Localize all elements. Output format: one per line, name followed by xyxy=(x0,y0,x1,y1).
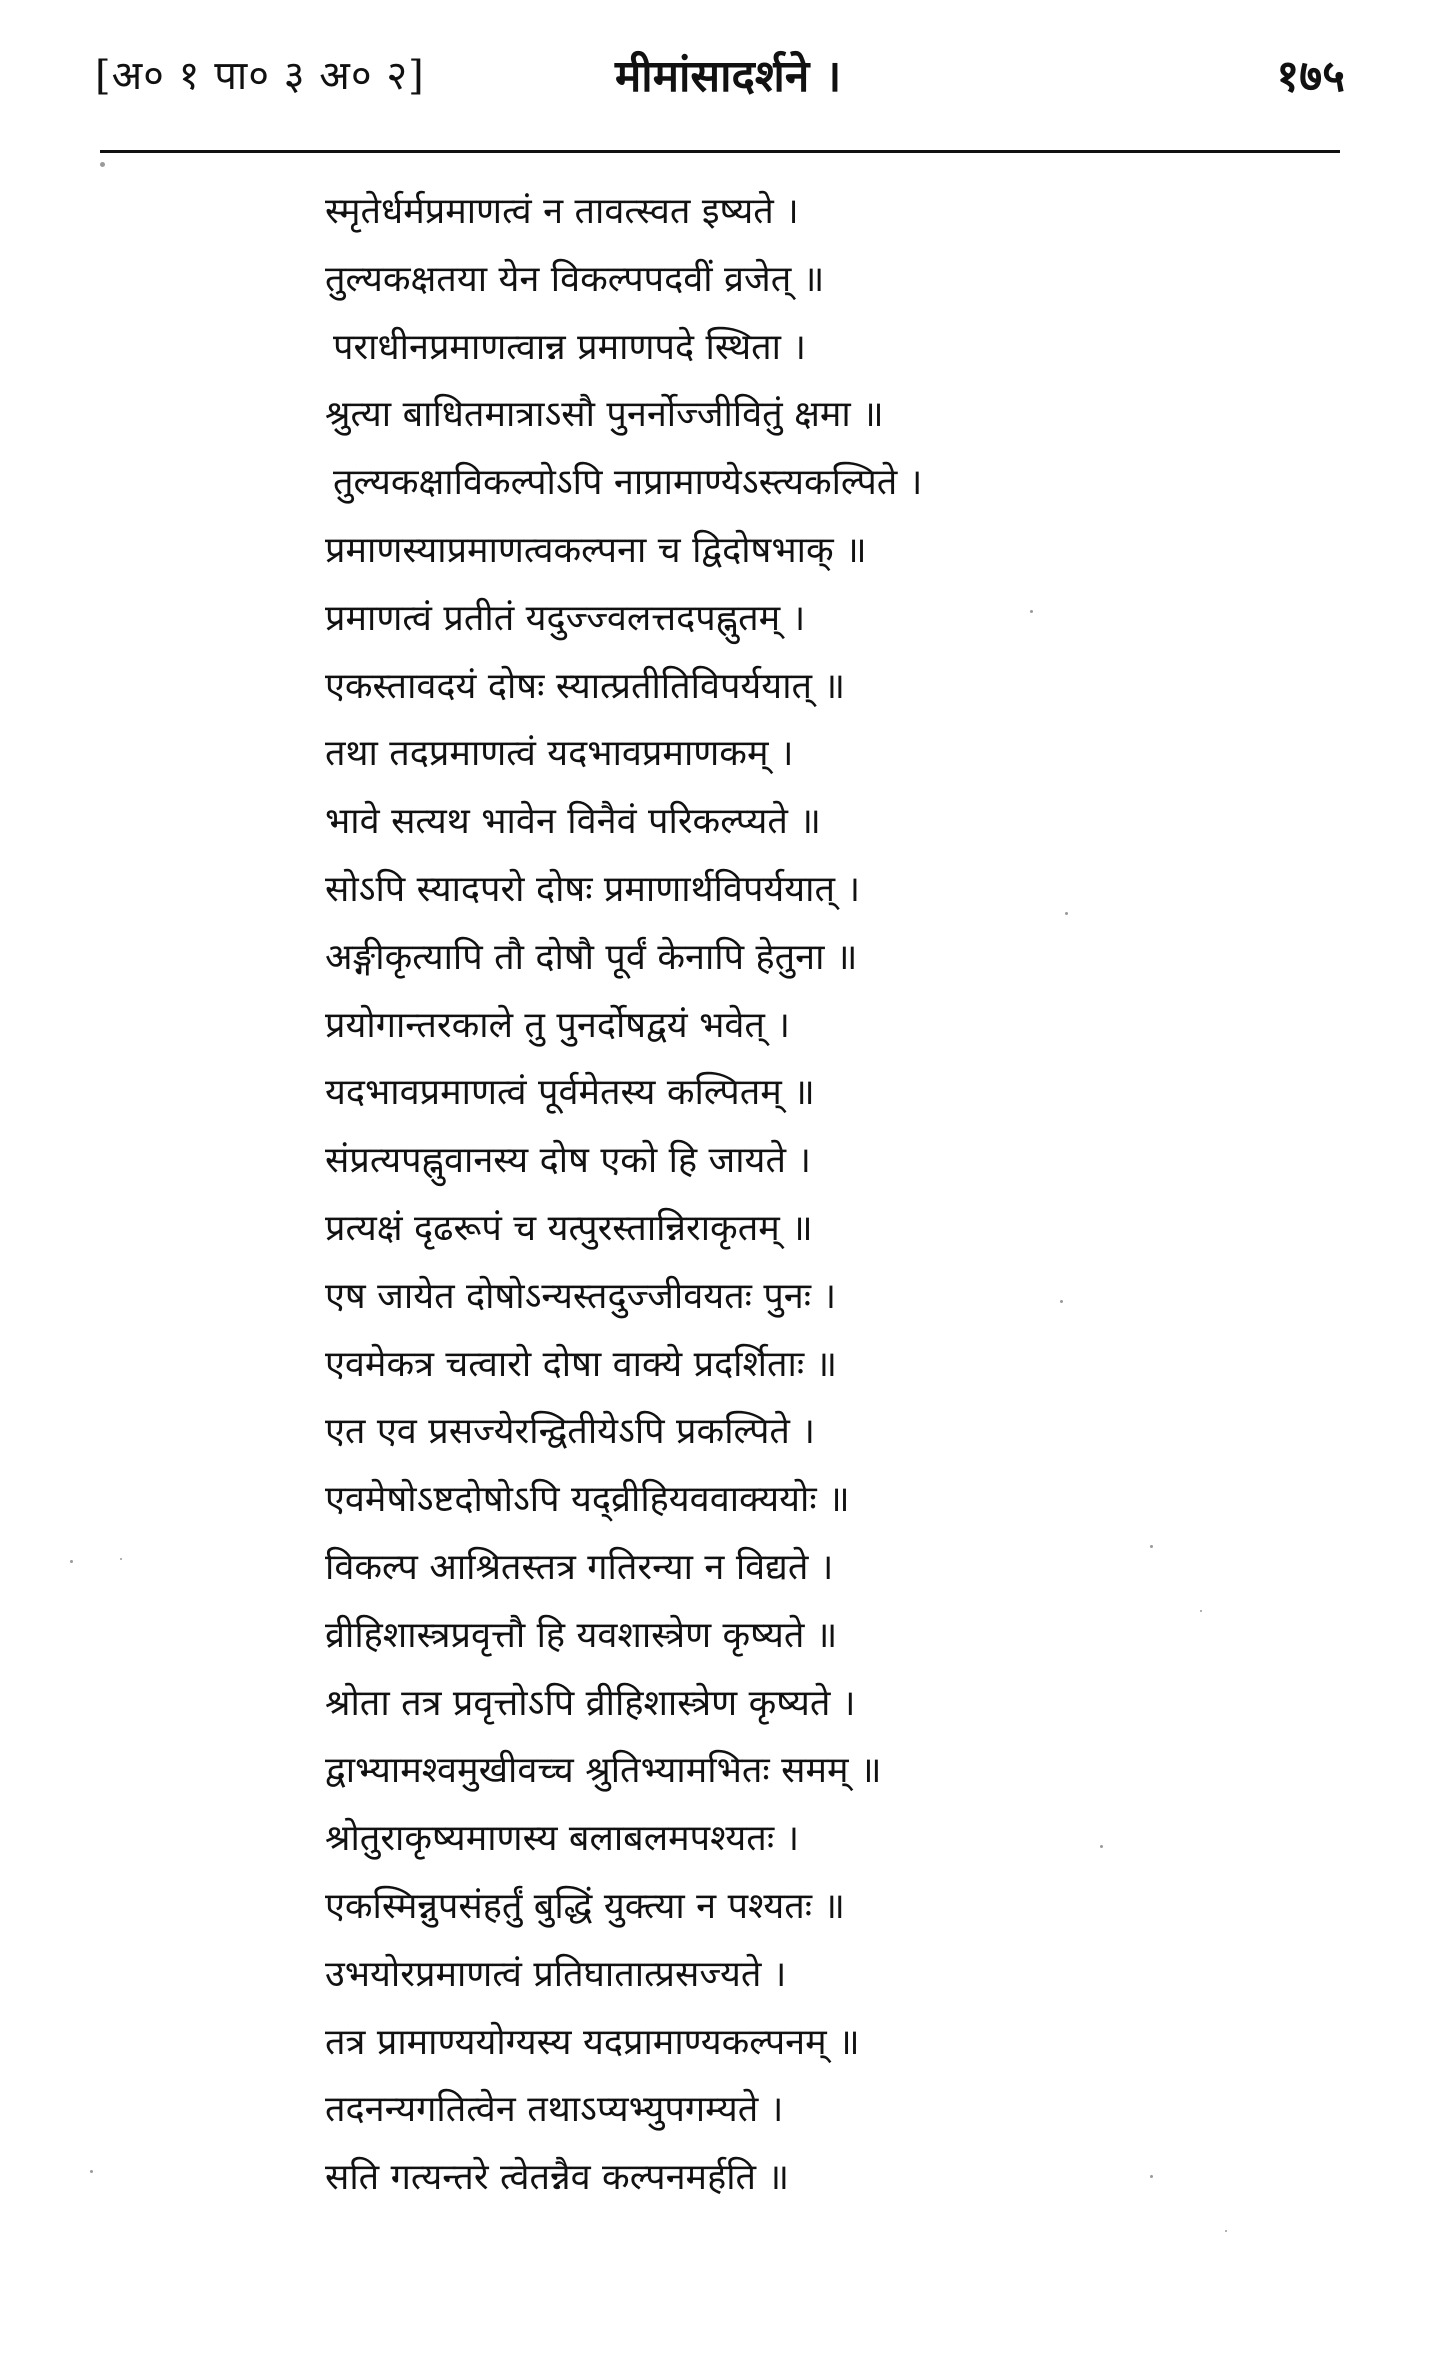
verse-line: एवमेकत्र चत्वारो दोषा वाक्ये प्रदर्शिताः ॥ xyxy=(325,1343,838,1385)
scan-speck xyxy=(1150,2175,1153,2178)
scan-speck xyxy=(70,1560,73,1563)
verse-line: स्मृतेर्धर्मप्रमाणत्वं न तावत्स्वत इष्यते । xyxy=(325,191,799,232)
verse-line: श्रोता तत्र प्रवृत्तोऽपि व्रीहिशास्त्रेण कृष्यते । xyxy=(325,1682,856,1724)
scan-speck xyxy=(100,162,105,167)
verse-line: सति गत्यन्तरे त्वेतन्नैव कल्पनमर्हति ॥ xyxy=(325,2157,790,2199)
scan-speck xyxy=(1100,1845,1103,1848)
verse-line: यदभावप्रमाणत्वं पूर्वमेतस्य कल्पितम् ॥ xyxy=(325,1072,815,1114)
verse-line: पराधीनप्रमाणत्वान्न प्रमाणपदे स्थिता । xyxy=(333,326,807,368)
verse-line: एकस्मिन्नुपसंहर्तुं बुद्धिं युक्त्या न पश्यतः ॥ xyxy=(325,1885,845,1927)
verse-line: सोऽपि स्यादपरो दोषः प्रमाणार्थविपर्ययात् । xyxy=(325,868,861,910)
verse-line: तुल्यकक्षाविकल्पोऽपि नाप्रामाण्येऽस्त्यकल्पिते । xyxy=(333,462,923,504)
scan-speck xyxy=(1150,1545,1153,1548)
verse-line: एवमेषोऽष्टदोषोऽपि यद्व्रीहियववाक्ययोः ॥ xyxy=(325,1479,850,1521)
scan-speck xyxy=(1030,610,1033,613)
scan-speck xyxy=(1065,912,1068,915)
running-head xyxy=(95,38,1345,118)
verse-block xyxy=(325,178,1085,2212)
verse-line: उभयोरप्रमाणत्वं प्रतिघातात्प्रसज्यते । xyxy=(325,1953,787,1995)
verse-line: व्रीहिशास्त्रप्रवृत्तौ हि यवशास्त्रेण कृष्यते ॥ xyxy=(325,1614,838,1656)
page-number: १७५ xyxy=(1276,51,1345,102)
verse-line: भावे सत्यथ भावेन विनैवं परिकल्प्यते ॥ xyxy=(325,801,821,843)
verse-line: श्रोतुराकृष्यमाणस्य बलाबलमपश्यतः । xyxy=(325,1818,800,1860)
section-reference: [अ० १ पा० ३ अ० २] xyxy=(95,53,425,99)
header-rule xyxy=(100,150,1340,153)
verse-line: तदनन्यगतित्वेन तथाऽप्यभ्युपगम्यते । xyxy=(325,2089,784,2131)
verse-line: श्रुत्या बाधितमात्राऽसौ पुनर्नोज्जीवितुं क्षमा ॥ xyxy=(325,394,884,436)
verse-line: प्रत्यक्षं दृढरूपं च यत्पुरस्तान्निराकृतम् ॥ xyxy=(325,1207,813,1249)
book-title: मीमांसादर्शने । xyxy=(615,51,842,102)
verse-line: संप्रत्यपह्नुवानस्य दोष एको हि जायते । xyxy=(325,1140,812,1182)
verse-line: प्रयोगान्तरकाले तु पुनर्दोषद्वयं भवेत् । xyxy=(325,1004,791,1046)
verse-line: एकस्तावदयं दोषः स्यात्प्रतीतिविपर्ययात् ॥ xyxy=(325,665,846,707)
verse-line: तथा तदप्रमाणत्वं यदभावप्रमाणकम् । xyxy=(325,733,794,775)
verse-line: तुल्यकक्षतया येन विकल्पपदवीं व्रजेत् ॥ xyxy=(325,258,825,300)
scan-speck xyxy=(1060,1300,1063,1303)
scan-speck xyxy=(120,1558,122,1560)
verse-line: प्रमाणत्वं प्रतीतं यदुज्ज्वलत्तदपह्नुतम् । xyxy=(325,597,806,639)
scan-speck xyxy=(90,2170,93,2173)
verse-line: प्रमाणस्याप्रमाणत्वकल्पना च द्विदोषभाक् ॥ xyxy=(325,529,867,571)
verse-line: द्वाभ्यामश्वमुखीवच्च श्रुतिभ्यामभितः समम् ॥ xyxy=(325,1750,882,1792)
scan-speck xyxy=(1200,1610,1202,1612)
scan-speck xyxy=(1225,2230,1227,2232)
verse-line: एत एव प्रसज्येरन्द्वितीयेऽपि प्रकल्पिते । xyxy=(325,1411,816,1453)
verse-line: अङ्गीकृत्यापि तौ दोषौ पूर्वं केनापि हेतुना ॥ xyxy=(325,936,858,978)
verse-line: तत्र प्रामाण्ययोग्यस्य यदप्रामाण्यकल्पनम् ॥ xyxy=(325,2021,860,2063)
verse-line: विकल्प आश्रितस्तत्र गतिरन्या न विद्यते । xyxy=(325,1546,834,1588)
verse-line: एष जायेत दोषोऽन्यस्तदुज्जीवयतः पुनः । xyxy=(325,1275,837,1317)
